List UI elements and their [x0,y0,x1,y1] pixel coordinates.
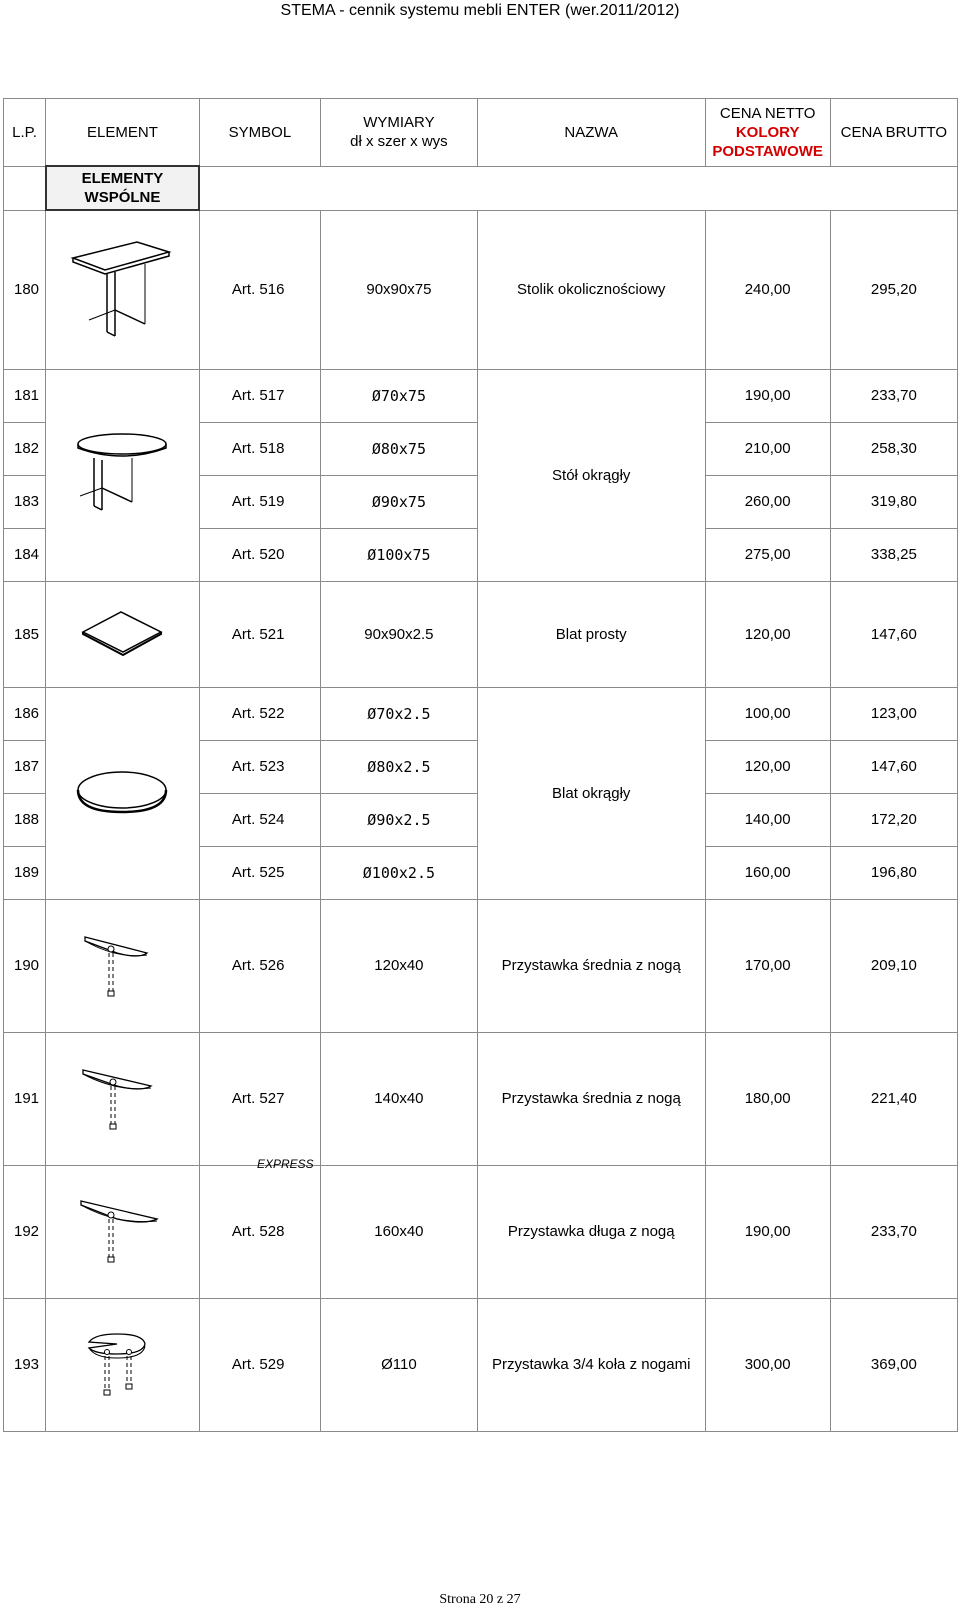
row-symbol: Art. 522 [199,687,320,740]
extension-leg-icon [77,1197,167,1267]
row-lp: 189 [4,846,46,899]
row-price-brutto: 233,70 [830,369,957,422]
row-symbol: Art. 526 [199,899,320,1032]
row-dimensions: Ø80x2.5 [320,740,477,793]
header-wymiary [320,99,477,167]
row-dimensions: Ø90x2.5 [320,793,477,846]
row-price-brutto: 338,25 [830,528,957,581]
row-price-netto: 160,00 [705,846,830,899]
row-name: Przystawka średnia z nogą [477,1032,705,1165]
price-table [3,98,958,1432]
row-symbol: Art. 529 [199,1298,320,1431]
row-symbol: Art. 518 [199,422,320,475]
row-price-brutto: 209,10 [830,899,957,1032]
round-top-icon [72,763,172,823]
row-price-netto: 170,00 [705,899,830,1032]
row-price-brutto: 295,20 [830,210,957,369]
header-row [4,99,958,167]
table-row [4,581,958,687]
row-price-brutto: 258,30 [830,422,957,475]
row-symbol: Art. 516 [199,210,320,369]
row-price-brutto: 369,00 [830,1298,957,1431]
row-price-netto: 260,00 [705,475,830,528]
row-price-brutto: 233,70 [830,1165,957,1298]
element-image [46,369,200,581]
row-dimensions: Ø70x75 [320,369,477,422]
row-lp: 185 [4,581,46,687]
element-image [46,1165,200,1298]
header-netto-line2: KOLORY [735,123,800,141]
section-label [46,166,200,210]
row-name: Blat prosty [477,581,705,687]
row-price-netto: 190,00 [705,369,830,422]
row-price-netto: 120,00 [705,740,830,793]
row-dimensions: 120x40 [320,899,477,1032]
row-name: Przystawka 3/4 koła z nogami [477,1298,705,1431]
header-symbol: SYMBOL [199,99,320,167]
row-price-netto: 275,00 [705,528,830,581]
header-netto-line1: CENA NETTO [719,104,816,122]
row-symbol: Art. 519 [199,475,320,528]
row-lp: 193 [4,1298,46,1431]
row-dimensions: Ø100x2.5 [320,846,477,899]
row-lp: 183 [4,475,46,528]
element-image [46,1298,200,1431]
row-price-netto: 210,00 [705,422,830,475]
element-image [46,1032,200,1165]
header-wymiary-line2: dł x szer x wys [350,133,448,151]
element-image [46,899,200,1032]
row-dimensions: Ø70x2.5 [320,687,477,740]
row-price-brutto: 196,80 [830,846,957,899]
row-price-brutto: 147,60 [830,581,957,687]
row-symbol: Art. 527 [199,1032,320,1165]
row-dimensions: Ø110 [320,1298,477,1431]
section-spacer [4,166,46,210]
header-brutto: CENA BRUTTO [830,99,957,167]
row-dimensions: 90x90x2.5 [320,581,477,687]
document-title: STEMA - cennik systemu mebli ENTER (wer.2011/2012) [280,2,680,19]
row-lp: 184 [4,528,46,581]
row-symbol: Art. 520 [199,528,320,581]
row-lp: 191 [4,1032,46,1165]
section-label-line2: WSPÓLNE [84,189,161,206]
square-top-icon [77,604,167,664]
table-row [4,1165,958,1298]
row-lp: 181 [4,369,46,422]
row-lp: 187 [4,740,46,793]
row-price-netto: 180,00 [705,1032,830,1165]
table-row [4,687,958,740]
row-symbol: Art. 528 [199,1165,320,1298]
row-symbol: Art. 523 [199,740,320,793]
table-row [4,210,958,369]
row-symbol: Art. 517 [199,369,320,422]
row-lp: 182 [4,422,46,475]
row-price-netto: 120,00 [705,581,830,687]
three-quarter-extension-icon [77,1330,167,1400]
row-price-netto: 300,00 [705,1298,830,1431]
row-price-brutto: 172,20 [830,793,957,846]
element-image [46,581,200,687]
round-table-icon [72,430,172,520]
header-wymiary-line1: WYMIARY [363,114,435,132]
table-row [4,369,958,422]
express-label: EXPRESS [257,1157,314,1171]
row-dimensions: Ø100x75 [320,528,477,581]
element-image [46,210,200,369]
row-lp: 180 [4,210,46,369]
header-lp: L.P. [4,99,46,167]
extension-leg-icon [77,931,167,1001]
extension-leg-icon [77,1064,167,1134]
row-lp: 192 [4,1165,46,1298]
row-symbol: Art. 525 [199,846,320,899]
table-row [4,1032,958,1165]
row-price-netto: 240,00 [705,210,830,369]
element-image [46,687,200,899]
section-row [4,166,958,210]
row-dimensions: 140x40 [320,1032,477,1165]
row-dimensions: Ø90x75 [320,475,477,528]
row-price-brutto: 147,60 [830,740,957,793]
table-row [4,1298,958,1431]
row-price-brutto: 221,40 [830,1032,957,1165]
row-price-brutto: 319,80 [830,475,957,528]
row-price-netto: 190,00 [705,1165,830,1298]
row-lp: 186 [4,687,46,740]
row-price-netto: 140,00 [705,793,830,846]
row-lp: 188 [4,793,46,846]
header-netto-line3: PODSTAWOWE [712,142,823,160]
section-spacer-right [199,166,957,210]
row-name-group: Stół okrągły [477,369,705,581]
page-number: Strona 20 z 27 [439,1592,521,1607]
row-name: Przystawka średnia z nogą [477,899,705,1032]
row-symbol: Art. 521 [199,581,320,687]
row-dimensions: 90x90x75 [320,210,477,369]
row-dimensions: 160x40 [320,1165,477,1298]
table-row [4,899,958,1032]
header-nazwa: NAZWA [477,99,705,167]
row-name: Przystawka długa z nogą [477,1165,705,1298]
row-lp: 190 [4,899,46,1032]
row-price-netto: 100,00 [705,687,830,740]
row-price-brutto: 123,00 [830,687,957,740]
section-label-line1: ELEMENTY [81,170,164,187]
header-netto [705,99,830,167]
row-name: Stolik okolicznościowy [477,210,705,369]
row-dimensions: Ø80x75 [320,422,477,475]
row-symbol: Art. 524 [199,793,320,846]
square-table-icon [67,240,177,340]
header-element: ELEMENT [46,99,200,167]
row-name-group: Blat okrągły [477,687,705,899]
